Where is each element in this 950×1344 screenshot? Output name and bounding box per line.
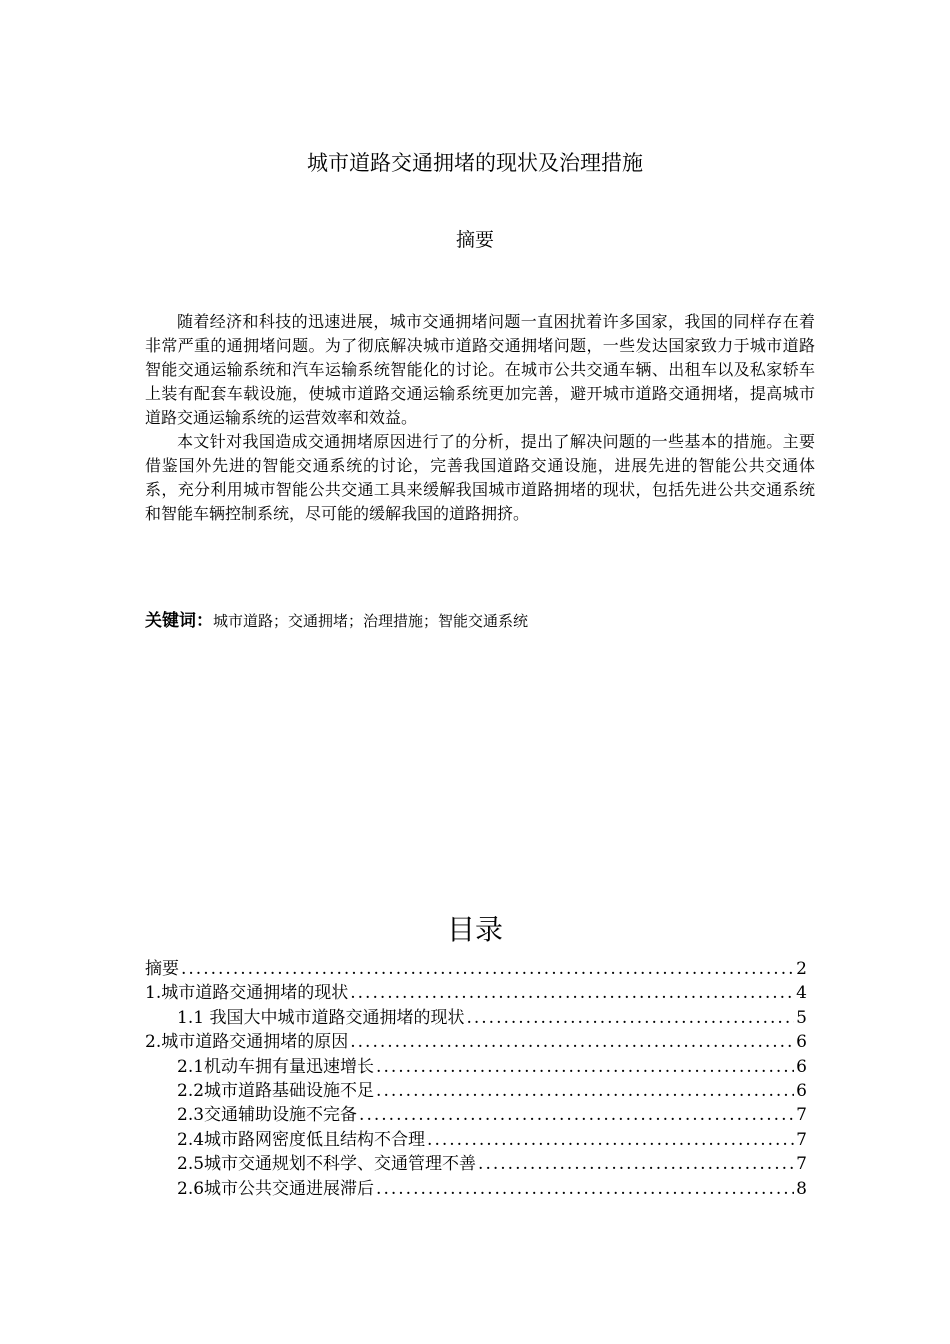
toc-leader-dots [376, 1055, 794, 1079]
abstract-heading: 摘要 [455, 229, 494, 251]
document-title: 城市道路交通拥堵的现状及治理措施 [307, 151, 643, 175]
toc-leader-dots [427, 1128, 794, 1152]
toc-entry-page: 7 [796, 1129, 807, 1150]
toc-title: 目录 [446, 913, 503, 946]
keywords-text: 城市道路；交通拥堵；治理措施；智能交通系统 [213, 612, 529, 630]
toc-entry-page: 4 [796, 983, 807, 1004]
keywords-label: 关键词： [145, 611, 213, 631]
toc-leader-dots [478, 1152, 794, 1176]
toc-entry[interactable] [145, 1006, 807, 1030]
toc-entry-text: 2.1机动车拥有量迅速增长 [177, 1056, 375, 1077]
toc-leader-dots [376, 1177, 794, 1201]
keywords-line [145, 608, 815, 634]
toc-entry[interactable] [145, 957, 807, 981]
toc-entry-text: 1.城市道路交通拥堵的现状 [145, 983, 349, 1004]
toc-entry[interactable] [145, 981, 807, 1005]
toc-entry-page: 6 [796, 1056, 807, 1077]
toc-entry-page: 8 [796, 1178, 807, 1199]
toc-leader-dots [350, 1030, 794, 1054]
toc-entry-text: 摘要 [145, 959, 179, 979]
abstract-paragraph: 随着经济和科技的迅速进展，城市交通拥堵问题一直困扰着许多国家，我国的同样存在着非常严重的通拥堵问题。为了彻底解决城市道路交通拥堵问题，一些发达国家致力于城市道路智能交通运输系统和汽车运输系统智能化的讨论。在城市公共交通车辆、出租车以及私家轿车上装有配套车载设施，使城市道路交通运输系统更加完善，避开城市道路交通拥堵，提高城市道路交通运输系统的运营效率和效益。 [145, 312, 815, 427]
toc-entry-text: 2.6城市公共交通进展滞后 [177, 1178, 375, 1199]
toc-entry-page: 7 [796, 1105, 807, 1126]
toc-leader-dots [466, 1006, 794, 1030]
toc-entry-text: 2.3交通辅助设施不完备 [177, 1105, 358, 1126]
toc-entry[interactable] [145, 1177, 807, 1201]
toc-leader-dots [181, 957, 794, 981]
toc-leader-dots [376, 1079, 794, 1103]
toc-entry[interactable] [145, 1128, 807, 1152]
toc-entry-text: 1.1 我国大中城市道路交通拥堵的现状 [177, 1007, 465, 1028]
abstract-paragraph: 本文针对我国造成交通拥堵原因进行了的分析，提出了解决问题的一些基本的措施。主要借鉴国外先进的智能交通系统的讨论，完善我国道路交通设施，进展先进的智能公共交通体系，充分利用城市智能公共交通工具来缓解我国城市道路拥堵的现状，包括先进公共交通系统和智能车辆控制系统，尽可能的缓解我国的道路拥挤。 [145, 432, 815, 523]
toc-entry[interactable] [145, 1055, 807, 1079]
abstract-body [145, 310, 815, 526]
toc-entry-text: 2.2城市道路基础设施不足 [177, 1080, 375, 1101]
toc-entry-page: 2 [796, 959, 807, 979]
toc-entry-page: 5 [796, 1007, 807, 1028]
toc-entry[interactable] [145, 1152, 807, 1176]
toc-leader-dots [350, 981, 794, 1005]
toc-entry-text: 2.4城市路网密度低且结构不合理 [177, 1129, 426, 1150]
toc-entry[interactable] [145, 1079, 807, 1103]
toc-entry-page: 6 [796, 1080, 807, 1101]
toc-entry-page: 7 [796, 1154, 807, 1175]
toc-entry-text: 2.5城市交通规划不科学、交通管理不善 [177, 1154, 477, 1175]
toc-leader-dots [359, 1103, 794, 1127]
toc-entry[interactable] [145, 1030, 807, 1054]
table-of-contents [145, 957, 807, 1201]
toc-entry[interactable] [145, 1103, 807, 1127]
toc-entry-text: 2.城市道路交通拥堵的原因 [145, 1032, 349, 1053]
toc-entry-page: 6 [796, 1032, 807, 1053]
